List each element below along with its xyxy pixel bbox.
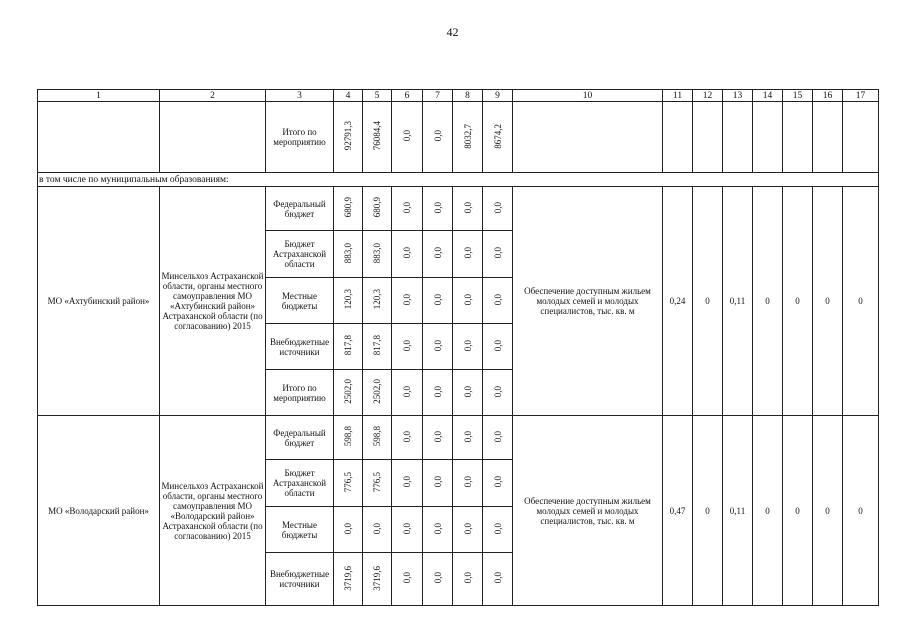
- empty-cell: [693, 102, 723, 173]
- value-text: 0,0: [372, 522, 382, 535]
- value-cell: [453, 370, 483, 416]
- total-row: [38, 102, 879, 173]
- column-header: 9: [483, 90, 513, 102]
- value-text: 0,0: [432, 572, 443, 584]
- value-text: 0,0: [432, 201, 443, 214]
- empty-cell: [160, 102, 266, 173]
- value-text: 0,0: [492, 430, 503, 443]
- empty-cell: [843, 102, 879, 173]
- indicator-value: 0: [783, 187, 813, 416]
- value-cell: [392, 102, 423, 173]
- municipality-cell: МО «Ахтубинский район»: [38, 187, 160, 416]
- executor-cell: Минсельхоз Астраханской области, органы местного самоуправления МО «Володарский район» Астраханской области (по согласованию) 2015: [160, 416, 266, 606]
- source-cell: Местные бюджеты: [266, 507, 334, 553]
- value-text: 76084,4: [372, 121, 382, 151]
- source-cell: Бюджет Астраханской области: [266, 231, 334, 278]
- value-text: 0,0: [492, 572, 503, 584]
- column-header: 4: [334, 90, 363, 102]
- value-text: 0,0: [432, 522, 443, 535]
- indicator-value: 0: [843, 187, 879, 416]
- value-text: 817,8: [343, 335, 353, 356]
- column-header: 14: [753, 90, 783, 102]
- value-cell: [483, 507, 513, 553]
- value-text: 0,0: [432, 476, 443, 488]
- municipality-cell: МО «Володарский район»: [38, 416, 160, 606]
- section-label: в том числе по муниципальным образованиям:: [38, 173, 879, 187]
- column-header: 3: [266, 90, 334, 102]
- value-cell: [483, 460, 513, 507]
- value-text: 0,0: [492, 339, 503, 352]
- value-text: 0,0: [462, 247, 473, 259]
- column-header: 12: [693, 90, 723, 102]
- value-cell: [453, 278, 483, 324]
- value-text: 0,0: [462, 293, 473, 306]
- source-cell: Итого по мероприятию: [266, 102, 334, 173]
- value-cell: [363, 324, 392, 370]
- value-cell: [483, 102, 513, 173]
- value-cell: [483, 231, 513, 278]
- program-table: [37, 89, 879, 606]
- section-row: [38, 173, 879, 187]
- value-cell: [334, 187, 363, 231]
- column-header: 5: [363, 90, 392, 102]
- value-cell: [423, 553, 453, 606]
- value-cell: [423, 187, 453, 231]
- value-cell: [392, 460, 423, 507]
- empty-cell: [813, 102, 843, 173]
- empty-cell: [513, 102, 663, 173]
- value-text: 776,5: [343, 471, 353, 493]
- value-text: 598,8: [372, 426, 382, 447]
- value-cell: [363, 416, 392, 460]
- value-cell: [363, 553, 392, 606]
- value-cell: [334, 324, 363, 370]
- value-text: 8674,2: [492, 123, 503, 149]
- column-header: 6: [392, 90, 423, 102]
- column-header: 2: [160, 90, 266, 102]
- table-row: [38, 187, 879, 231]
- value-text: 883,0: [372, 242, 382, 264]
- value-text: 0,0: [402, 476, 412, 488]
- indicator-value: 0,11: [723, 416, 753, 606]
- column-header: 17: [843, 90, 879, 102]
- value-cell: [453, 553, 483, 606]
- value-text: 883,0: [343, 242, 353, 264]
- value-cell: [483, 278, 513, 324]
- indicator-value: 0: [813, 187, 843, 416]
- value-cell: [453, 324, 483, 370]
- value-text: 0,0: [402, 247, 412, 259]
- value-cell: [392, 278, 423, 324]
- value-cell: [423, 370, 453, 416]
- value-cell: [334, 460, 363, 507]
- value-cell: [334, 370, 363, 416]
- page-number: 42: [446, 25, 459, 39]
- value-cell: [453, 187, 483, 231]
- value-cell: [392, 507, 423, 553]
- column-header: 7: [423, 90, 453, 102]
- value-cell: [392, 370, 423, 416]
- empty-cell: [753, 102, 783, 173]
- value-text: 0,0: [343, 522, 353, 535]
- value-cell: [392, 324, 423, 370]
- value-text: 0,0: [462, 430, 473, 443]
- value-cell: [483, 187, 513, 231]
- value-cell: [334, 553, 363, 606]
- value-cell: [363, 187, 392, 231]
- indicator-value: 0: [753, 187, 783, 416]
- source-cell: Итого по мероприятию: [266, 370, 334, 416]
- value-cell: [453, 460, 483, 507]
- value-text: 0,0: [462, 572, 473, 584]
- value-text: 120,3: [343, 289, 353, 310]
- value-cell: [423, 460, 453, 507]
- value-text: 2502,0: [343, 379, 353, 404]
- value-text: 0,0: [402, 572, 412, 584]
- column-header: 8: [453, 90, 483, 102]
- indicator-value: 0,24: [663, 187, 693, 416]
- column-header: 11: [663, 90, 693, 102]
- empty-cell: [38, 102, 160, 173]
- value-cell: [423, 102, 453, 173]
- value-text: 680,9: [372, 197, 382, 218]
- indicator-cell: Обеспечение доступным жильем молодых семей и молодых специалистов, тыс. кв. м: [513, 187, 663, 416]
- value-cell: [363, 370, 392, 416]
- value-text: 0,0: [432, 385, 443, 398]
- value-cell: [453, 102, 483, 173]
- value-cell: [334, 278, 363, 324]
- source-cell: Внебюджетные источники: [266, 553, 334, 606]
- value-text: 120,3: [372, 289, 382, 310]
- value-cell: [363, 460, 392, 507]
- value-cell: [453, 507, 483, 553]
- source-cell: Бюджет Астраханской области: [266, 460, 334, 507]
- indicator-value: 0: [783, 416, 813, 606]
- source-cell: Федеральный бюджет: [266, 416, 334, 460]
- column-header: 15: [783, 90, 813, 102]
- value-cell: [363, 278, 392, 324]
- value-cell: [483, 324, 513, 370]
- value-text: 598,8: [343, 426, 353, 447]
- value-cell: [363, 231, 392, 278]
- value-text: 0,0: [402, 430, 412, 443]
- value-text: 0,0: [492, 247, 503, 259]
- value-cell: [483, 416, 513, 460]
- value-cell: [423, 278, 453, 324]
- value-text: 0,0: [432, 247, 443, 259]
- value-text: 0,0: [402, 385, 412, 398]
- value-text: 0,0: [432, 339, 443, 352]
- indicator-value: 0: [813, 416, 843, 606]
- value-text: 0,0: [462, 339, 473, 352]
- indicator-value: 0: [843, 416, 879, 606]
- value-text: 8032,7: [462, 123, 473, 149]
- value-cell: [334, 102, 363, 173]
- value-text: 776,5: [372, 471, 382, 493]
- value-text: 3719,6: [343, 565, 353, 591]
- value-cell: [423, 231, 453, 278]
- value-cell: [483, 553, 513, 606]
- value-text: 0,0: [462, 522, 473, 535]
- value-text: 0,0: [492, 476, 503, 488]
- value-text: 0,0: [492, 201, 503, 214]
- value-cell: [363, 507, 392, 553]
- value-cell: [423, 324, 453, 370]
- value-cell: [423, 507, 453, 553]
- value-cell: [392, 553, 423, 606]
- value-text: 817,8: [372, 335, 382, 356]
- value-text: 680,9: [343, 197, 353, 218]
- indicator-cell: Обеспечение доступным жильем молодых семей и молодых специалистов, тыс. кв. м: [513, 416, 663, 606]
- value-cell: [334, 231, 363, 278]
- source-cell: Местные бюджеты: [266, 278, 334, 324]
- column-header: 10: [513, 90, 663, 102]
- source-cell: Федеральный бюджет: [266, 187, 334, 231]
- value-text: 0,0: [492, 293, 503, 306]
- value-cell: [392, 416, 423, 460]
- source-cell: Внебюджетные источники: [266, 324, 334, 370]
- empty-cell: [663, 102, 693, 173]
- value-text: 0,0: [462, 201, 473, 214]
- value-text: 0,0: [432, 430, 443, 443]
- column-header: 13: [723, 90, 753, 102]
- value-cell: [334, 416, 363, 460]
- value-text: 0,0: [432, 293, 443, 306]
- value-text: 0,0: [402, 339, 412, 352]
- value-cell: [392, 187, 423, 231]
- value-cell: [483, 370, 513, 416]
- value-text: 0,0: [492, 385, 503, 398]
- value-text: 0,0: [462, 476, 473, 488]
- column-header: 16: [813, 90, 843, 102]
- value-text: 0,0: [402, 201, 412, 214]
- indicator-value: 0: [693, 416, 723, 606]
- table-row: [38, 416, 879, 460]
- value-text: 3719,6: [372, 565, 382, 591]
- value-text: 2502,0: [372, 379, 382, 404]
- indicator-value: 0,11: [723, 187, 753, 416]
- header-row: [38, 90, 879, 102]
- value-text: 0,0: [432, 130, 443, 142]
- value-text: 0,0: [402, 130, 412, 142]
- value-cell: [363, 102, 392, 173]
- column-header: 1: [38, 90, 160, 102]
- value-text: 0,0: [402, 293, 412, 306]
- value-cell: [453, 416, 483, 460]
- value-cell: [392, 231, 423, 278]
- empty-cell: [723, 102, 753, 173]
- value-text: 92791,3: [343, 121, 353, 151]
- indicator-value: 0,47: [663, 416, 693, 606]
- empty-cell: [783, 102, 813, 173]
- indicator-value: 0: [753, 416, 783, 606]
- executor-cell: Минсельхоз Астраханской области, органы местного самоуправления МО «Ахтубинский район» Астраханской области (по согласованию) 2015: [160, 187, 266, 416]
- value-text: 0,0: [402, 522, 412, 535]
- value-cell: [334, 507, 363, 553]
- indicator-value: 0: [693, 187, 723, 416]
- value-cell: [453, 231, 483, 278]
- value-cell: [423, 416, 453, 460]
- value-text: 0,0: [462, 385, 473, 398]
- value-text: 0,0: [492, 522, 503, 535]
